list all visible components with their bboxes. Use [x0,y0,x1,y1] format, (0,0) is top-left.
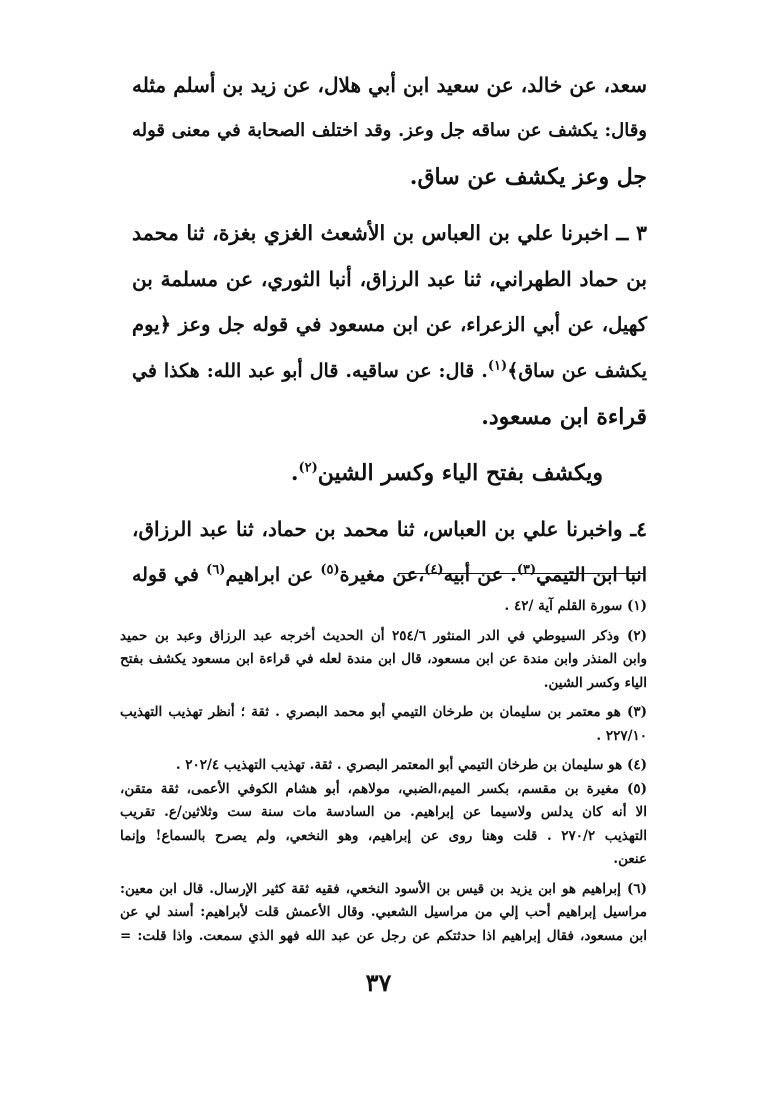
text-line: وقال: يكشف عن ساقه جل وعز. وقد اختلف الصحابة في معنى قوله [132,120,647,141]
text-fragment: في قوله [132,564,207,586]
text-line: ٤ـ واخبرنا علي بن العباس، ثنا محمد بن حماد، ثنا عبد الرزاق، [132,517,647,541]
text-fragment: ،عن مغيرة [339,564,425,586]
text-fragment: . [481,360,488,382]
footnote-line: الا أنه كان يدلس ولاسيما عن إبراهيم. من السادسة مات سنة ست وثلاثين/ع. تقريب [120,804,647,820]
footnote-ref: (٢) [298,460,318,476]
footnotes [120,595,647,948]
text-fragment: انبا ابن التيمي [536,564,647,586]
footnote-line: (٦) إبراهيم هو ابن يزيد بن قيس بن الأسود النخعي، فقيه ثقة كثير الإرسال. قال ابن معين: [120,880,647,897]
footnote-line: (٥) مغيرة بن مقسم، بكسر الميم،الضبي، مولاهم، أبو هشام الكوفي الأعمى، ثقة متقن، [120,780,647,797]
text-line-with-ref [132,348,647,394]
footnote-ref: (٦) [206,562,226,578]
footnote-line: (٤) هو سليمان بن طرخان التيمي أبو المعتمر البصري . ثقة. تهذيب التهذيب ٢٠٢/٤ . [175,757,647,773]
text-line: ٣ ــ اخبرنا علي بن العباس بن الأشعث الغزي بغزة، ثنا محمد [132,221,647,245]
text-line: سعد، عن خالد، عن سعيد ابن أبي هلال، عن زيد بن أسلم مثله [132,73,647,97]
footnote-line: (٣) هو معتمر بن سليمان بن طرخان التيمي أبو محمد البصري . ثقة ؛ أنظر تهذيب التهذيب [120,704,647,720]
text-fragment: قال: عن ساقيه. قال أبو عبد الله: هكذا في [132,360,475,382]
footnote-line: عنعن. [613,851,647,867]
text-fragment: يكشف عن ساق﴾ [507,360,647,382]
footnote-line: وابن المنذر وابن مندة عن ابن مسعود، قال ابن مندة لعله في قراءة ابن مسعود يكشف بفتح [120,651,647,667]
main-text [132,62,647,598]
page-number: ٣٧ [365,968,392,997]
footnote-ref: (٥) [320,562,340,578]
text-fragment: . [290,460,299,486]
footnote-line: الياء وكسر الشين. [543,674,647,691]
text-line: قراءة ابن مسعود. [481,404,647,430]
footnote-line: (١) سورة القلم آية /٤٢ . [504,598,647,614]
footnote-line: (٢) وذكر السيوطي في الدر المنثور ٢٥٤/٦ أن الحديث أخرجه عبد الرزاق وعبد بن حميد [120,627,648,644]
footnote-separator [398,573,645,574]
text-line-with-ref [132,450,647,496]
footnote-line: التهذيب ٢٧٠/٢ . قلت وهنا روى عن إبراهيم، وهو النخعي، ولم يصرح بالسماع! وإنما [120,827,647,844]
text-fragment: ويكشف بفتح الياء وكسر الشين [317,460,603,486]
footnote-line: ٢٢٧/١٠ . [596,727,647,744]
footnote-line: مراسيل إبراهيم أحب إلي من مراسيل الشعبي. وقال الأعمش قلت لأبراهيم: أسند لي عن [120,904,647,920]
text-line: جل وعز يكشف عن ساق. [409,164,647,190]
footnote-ref: (١) [487,358,508,374]
footnote-line: ابن مسعود، فقال إبراهيم اذا حدثتكم عن رجل عن عبد الله فهو الذي سمعت. واذا قلت: = [120,927,647,944]
text-line-with-ref [132,552,647,598]
footnote-ref: (٣) [516,562,537,578]
text-fragment: . عن أبيه [443,564,517,586]
text-line: بن حماد الطهراني، ثنا عبد الرزاق، أنبا الثوري، عن مسلمة بن [132,267,647,291]
text-fragment: عن ابراهيم [225,564,321,586]
text-line: كهيل، عن أبي الزعراء، عن ابن مسعود في قوله جل وعز ﴿يوم [132,313,647,336]
footnote-ref: (٤) [424,562,444,578]
